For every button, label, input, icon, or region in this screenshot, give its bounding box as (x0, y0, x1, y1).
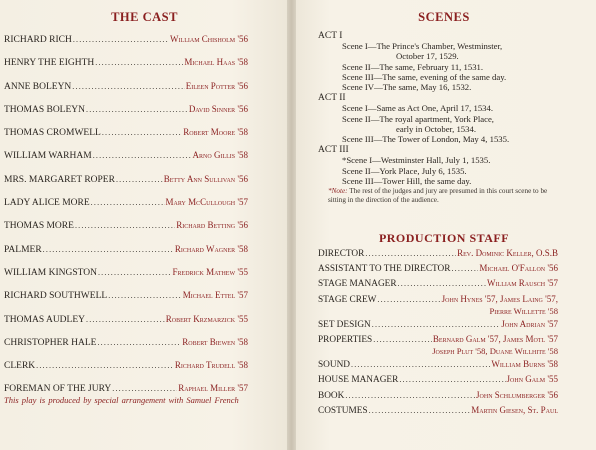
scenes-list (318, 31, 568, 204)
staff-entry (318, 374, 558, 386)
act-title: ACT II (318, 93, 346, 104)
cast-row (4, 75, 248, 98)
cast-role: RICHARD RICH (4, 35, 72, 45)
dot-leader (97, 331, 181, 354)
dot-leader (398, 278, 487, 289)
cast-actor: William Chisholm '56 (170, 34, 248, 44)
staff-title: STAGE CREW (318, 294, 377, 305)
staff-entry (318, 263, 558, 275)
scene-text: Scene II—The royal apartment, York Place, (342, 113, 494, 124)
staff-row (318, 319, 558, 331)
staff-title: SET DESIGN (318, 319, 371, 330)
cast-row (4, 238, 248, 261)
cast-actor: Mary McCullough '57 (165, 197, 248, 208)
cast-actor: Michael Haas '58 (184, 57, 248, 68)
production-staff-heading: PRODUCTION STAFF (378, 231, 510, 245)
cast-actor: Robert Biewen '58 (182, 336, 248, 347)
act-title: ACT I (318, 31, 343, 41)
scene-text: *Scene I—Westminster Hall, July 1, 1535. (342, 155, 491, 166)
cast-row (4, 354, 248, 377)
staff-entry (318, 334, 558, 356)
cast-list (4, 28, 248, 401)
cast-role: PALMER (4, 244, 42, 255)
staff-title: PROPERTIES (318, 334, 373, 345)
staff-row (318, 390, 558, 402)
cast-actor: Richard Wagner '58 (174, 243, 248, 254)
staff-name: Rev. Dominic Keller, O.S.B (457, 248, 558, 258)
dot-leader (95, 51, 183, 74)
cast-row (4, 191, 248, 214)
cast-actor: Arno Gillis '58 (192, 150, 248, 161)
cast-role: THOMAS CROMWELL (4, 128, 101, 139)
cast-role: CHRISTOPHER HALE (4, 337, 97, 348)
cast-row (4, 214, 248, 237)
staff-row (318, 405, 558, 417)
cast-row (4, 28, 248, 51)
dot-leader (345, 390, 475, 401)
dot-leader (75, 214, 175, 237)
staff-entry (318, 319, 558, 331)
cast-row (4, 51, 248, 74)
staff-name-continued: Pierre Willette '58 (489, 305, 558, 316)
staff-title: STAGE MANAGER (318, 279, 397, 290)
scene-entry (342, 62, 568, 72)
cast-actor: David Sinner '56 (188, 103, 248, 114)
staff-name: John Schlumberger '56 (476, 389, 558, 400)
note-text: The rest of the judges and jury are presumed in this court scene to be sitting in the direction of the audience. (328, 187, 548, 204)
act-block (318, 31, 568, 92)
cast-actor: Betty Ann Sullivan '56 (163, 173, 248, 184)
scene-text: Scene I—Same as Act One, April 17, 1534. (342, 103, 494, 114)
scene-text: Scene III—Tower Hill, the same day. (342, 175, 472, 186)
center-fold (287, 0, 296, 450)
staff-name: John Galm '55 (506, 374, 558, 385)
cast-row (4, 308, 248, 331)
dot-leader (86, 98, 188, 121)
cast-role: RICHARD SOUTHWELL (4, 291, 108, 302)
staff-name: William Burns '58 (491, 359, 558, 370)
dot-leader (451, 263, 478, 274)
scenes-heading: SCENES (418, 10, 470, 24)
staff-row (318, 263, 558, 275)
cast-role: THOMAS MORE (4, 221, 74, 232)
cast-row (4, 261, 248, 284)
cast-role: CLERK (4, 361, 36, 372)
cast-actor: Eileen Potter '56 (185, 80, 248, 91)
scene-entry (342, 82, 568, 92)
scene-text: Scene III—The same, evening of the same day. (342, 71, 507, 82)
scene-entry (342, 155, 568, 165)
staff-name-continued: Joseph Plut '58, Duane Willhite '58 (432, 345, 558, 356)
staff-name: John Hynes '57, James Laing '57, (441, 293, 558, 304)
act-block (318, 145, 568, 186)
cast-actor: Robert Moore '58 (183, 127, 248, 138)
staff-entry (318, 405, 558, 417)
staff-entry (318, 278, 558, 290)
staff-name: Michael O'Fallon '56 (479, 263, 558, 274)
production-staff-list (318, 248, 558, 420)
scene-entry (342, 103, 568, 113)
cast-role: ANNE BOLEYN (4, 81, 72, 92)
cast-row (4, 98, 248, 121)
scene-text: October 17, 1529. (396, 51, 459, 62)
dot-leader (102, 121, 182, 144)
staff-title: COSTUMES (318, 405, 368, 416)
scene-entry (342, 166, 568, 176)
act-title: ACT III (318, 145, 349, 156)
cast-role: MRS. MARGARET ROPER (4, 174, 115, 185)
scene-entry (342, 41, 568, 61)
dot-leader (91, 191, 165, 214)
cast-actor: Robert Krzmarzick '55 (165, 313, 248, 324)
scene-text: Scene II—York Place, July 6, 1535. (342, 165, 467, 176)
cast-role: LADY ALICE MORE (4, 198, 90, 209)
cast-row (4, 121, 248, 144)
court-scene-note (328, 187, 564, 204)
scene-text: Scene III—The Tower of London, May 4, 1535. (342, 134, 510, 145)
dot-leader (86, 308, 165, 331)
staff-row (318, 248, 558, 260)
scene-entry (342, 114, 568, 134)
staff-entry (318, 294, 558, 316)
staff-row (318, 278, 558, 290)
scene-text: Scene I—The Prince's Chamber, Westminster, (342, 41, 503, 52)
staff-entry (318, 359, 558, 371)
staff-title: SOUND (318, 360, 351, 371)
dot-leader (399, 374, 505, 385)
dot-leader (116, 168, 163, 191)
cast-actor: Richard Betting '56 (176, 220, 248, 231)
cast-role: THOMAS AUDLEY (4, 314, 86, 325)
dot-leader (36, 354, 174, 377)
scene-text: Scene II—The same, February 11, 1531. (342, 61, 484, 72)
staff-row (318, 374, 558, 386)
staff-row (318, 359, 558, 371)
staff-entry (318, 248, 558, 260)
act-block (318, 93, 568, 144)
dot-leader (372, 319, 501, 330)
note-label: *Note: (328, 187, 348, 196)
scene-entry (342, 176, 568, 186)
scene-text: early in October, 1534. (396, 123, 476, 134)
cast-heading: THE CAST (111, 10, 178, 24)
staff-row (318, 334, 558, 346)
cast-actor: Richard Trudell '58 (174, 360, 248, 371)
cast-role: FOREMAN OF THE JURY (4, 384, 112, 395)
cast-role: THOMAS BOLEYN (4, 104, 86, 115)
staff-title: HOUSE MANAGER (318, 375, 399, 386)
production-rights-note: This play is produced by special arrangement with Samuel French (4, 395, 239, 405)
dot-leader (72, 75, 184, 98)
cast-row (4, 331, 248, 354)
cast-row (4, 168, 248, 191)
staff-name: Martin Giesen, St. Paul (471, 404, 558, 415)
scene-text: Scene IV—The same, May 16, 1532. (342, 82, 472, 93)
dot-leader (93, 144, 192, 167)
staff-title: DIRECTOR (318, 249, 365, 259)
cast-row (4, 284, 248, 307)
dot-leader (73, 28, 169, 51)
cast-row (4, 144, 248, 167)
cast-role: HENRY THE EIGHTH (4, 58, 95, 69)
staff-title: BOOK (318, 390, 345, 401)
dot-leader (108, 284, 182, 307)
dot-leader (369, 405, 471, 416)
cast-role: WILLIAM WARHAM (4, 151, 92, 162)
scene-entry (342, 72, 568, 82)
dot-leader (351, 359, 490, 370)
cast-actor: Michael Ettel '57 (182, 290, 248, 301)
staff-title: ASSISTANT TO THE DIRECTOR (318, 264, 451, 275)
scene-entry (342, 134, 568, 144)
dot-leader (98, 261, 172, 284)
dot-leader (373, 334, 432, 345)
staff-name: Bernard Galm '57, James Motl '57 (432, 333, 558, 344)
staff-name: John Adrian '57 (501, 318, 558, 329)
staff-name: William Rausch '57 (487, 278, 558, 289)
staff-row (318, 294, 558, 306)
dot-leader (365, 248, 456, 259)
cast-role: WILLIAM KINGSTON (4, 267, 97, 278)
dot-leader (377, 294, 440, 305)
dot-leader (43, 238, 174, 261)
cast-actor: Raphael Miller '57 (178, 383, 248, 394)
cast-actor: Fredrick Mathew '55 (172, 266, 248, 277)
staff-entry (318, 390, 558, 402)
